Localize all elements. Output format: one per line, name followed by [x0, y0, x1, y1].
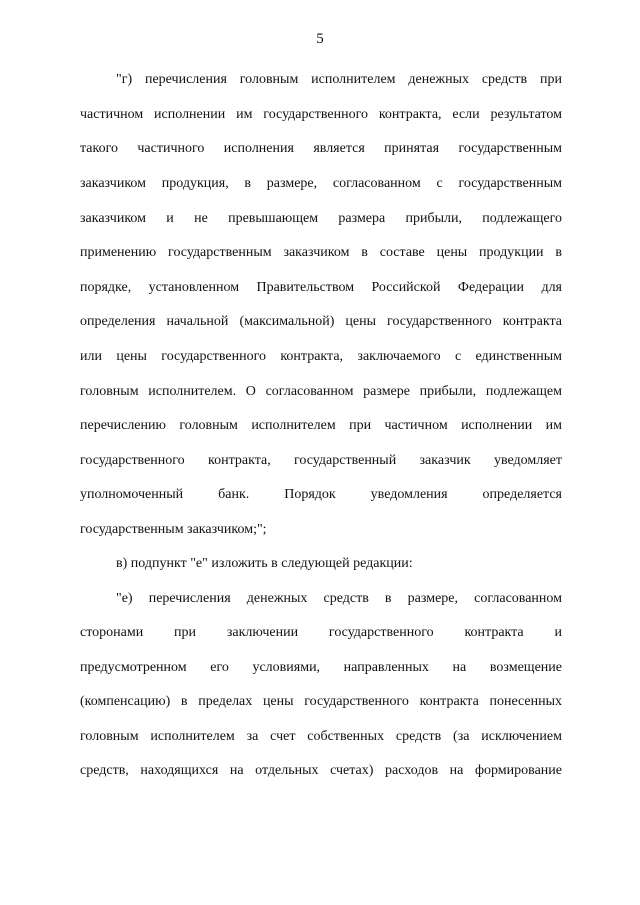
paragraph-line: или цены государственного контракта, заключаемого с единственным — [80, 349, 562, 364]
paragraph-line: такого частичного исполнения является принятая государственным — [80, 141, 562, 156]
paragraph-line: применению государственным заказчиком в составе цены продукции в — [80, 245, 562, 260]
paragraph-line: средств, находящихся на отдельных счетах) расходов на формирование — [80, 763, 562, 778]
paragraph-line: "е) перечисления денежных средств в размере, согласованном — [116, 591, 562, 606]
paragraph-line: (компенсацию) в пределах цены государственного контракта понесенных — [80, 694, 562, 709]
paragraph-line: государственного контракта, государственный заказчик уведомляет — [80, 453, 562, 468]
paragraph-line: "г) перечисления головным исполнителем денежных средств при — [116, 72, 562, 87]
paragraph-line: перечислению головным исполнителем при частичном исполнении им — [80, 418, 562, 433]
page-number: 5 — [316, 31, 324, 47]
paragraph-line: государственным заказчиком;"; — [80, 522, 267, 537]
paragraph-line: определения начальной (максимальной) цены государственного контракта — [80, 314, 562, 329]
paragraph-line: в) подпункт "е" изложить в следующей редакции: — [116, 556, 413, 571]
paragraph-line: головным исполнителем за счет собственных средств (за исключением — [80, 729, 562, 744]
paragraph-line: уполномоченный банк. Порядок уведомления определяется — [80, 487, 562, 502]
paragraph-line: сторонами при заключении государственного контракта и — [80, 625, 562, 640]
paragraph-line: предусмотренном его условиями, направленных на возмещение — [80, 660, 562, 675]
paragraph-line: заказчиком продукция, в размере, согласованном с государственным — [80, 176, 562, 191]
paragraph-line: частичном исполнении им государственного контракта, если результатом — [80, 107, 562, 122]
paragraph-line: заказчиком и не превышающем размера прибыли, подлежащего — [80, 211, 562, 226]
paragraph-line: головным исполнителем. О согласованном размере прибыли, подлежащем — [80, 384, 562, 399]
paragraph-line: порядке, установленном Правительством Российской Федерации для — [80, 280, 562, 295]
